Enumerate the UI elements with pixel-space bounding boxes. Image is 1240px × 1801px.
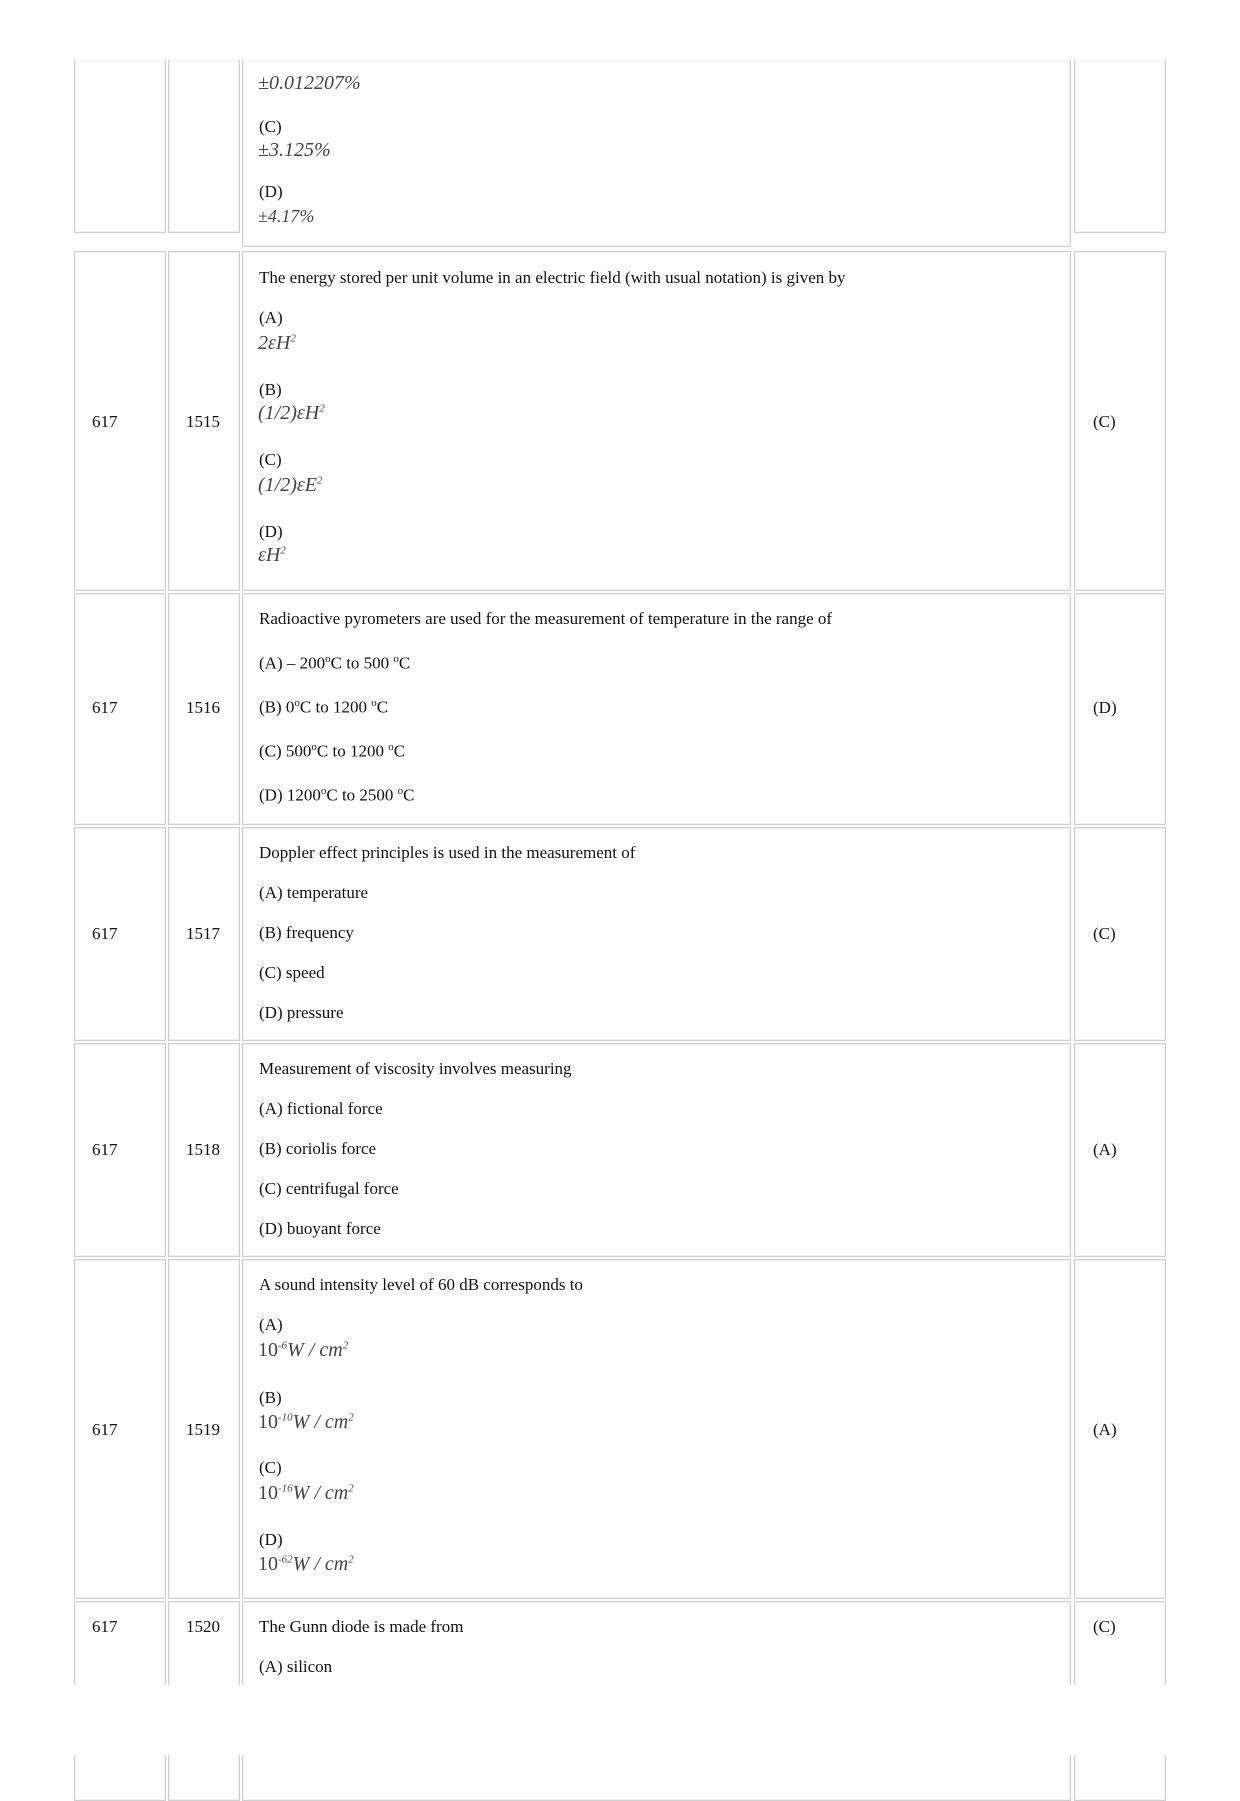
answer-cell	[1074, 593, 1166, 825]
answer-cell	[1074, 827, 1166, 1041]
option-text: (A) temperature	[259, 883, 369, 902]
paper-number: 617	[92, 1140, 118, 1159]
question-number-cell	[168, 1259, 240, 1599]
question-number: 1518	[186, 1140, 220, 1159]
question-text: Radioactive pyrometers are used for the measurement of temperature in the range of	[259, 609, 833, 628]
question-number: 1517	[186, 924, 220, 943]
question-number: 1516	[186, 698, 220, 717]
answer-cell	[1074, 1043, 1166, 1257]
question-cell	[242, 251, 1071, 591]
question-text: Doppler effect principles is used in the measurement of	[259, 843, 636, 862]
option-math: $10^{-6}W / cm^2$	[258, 1339, 349, 1361]
paper-number: 617	[92, 698, 118, 717]
option-text: (C) centrifugal force	[259, 1179, 399, 1198]
option-text: (A) silicon	[259, 1657, 333, 1676]
question-cell	[242, 1259, 1071, 1599]
option-math: ±4.17%	[258, 206, 315, 226]
option-math: $(1/2)\varepsilon E^2$	[258, 474, 323, 496]
question-number: 1519	[186, 1420, 220, 1439]
question-number-cell	[168, 593, 240, 825]
option-math: $10^{-16}W / cm^2$	[258, 1482, 354, 1504]
option-text: (D) buoyant force	[259, 1219, 381, 1238]
paper-cell	[74, 593, 166, 825]
option-math: $10^{-62}W / cm^2$	[258, 1553, 354, 1575]
option-text: (C) speed	[259, 963, 325, 982]
option-text: (B) 0$^o$C to 1200 $^o$C	[259, 697, 389, 717]
question-cell	[242, 1043, 1071, 1257]
paper-number: 617	[92, 412, 118, 431]
option-label: (D)	[259, 182, 283, 201]
option-label: (A)	[259, 1315, 283, 1334]
option-label: (C)	[259, 450, 282, 469]
answer-value: (D)	[1093, 698, 1117, 717]
question-text: The Gunn diode is made from	[259, 1617, 464, 1636]
option-text: (A) fictional force	[259, 1099, 383, 1118]
answer-value: (C)	[1093, 412, 1116, 431]
option-text: (D) pressure	[259, 1003, 344, 1022]
answer-value: (A)	[1093, 1420, 1117, 1439]
option-label: (D)	[259, 1530, 283, 1549]
option-label: (B)	[259, 1388, 282, 1407]
option-text: (B) coriolis force	[259, 1139, 377, 1158]
question-cell	[242, 593, 1071, 825]
option-math: $10^{-10}W / cm^2$	[258, 1411, 354, 1433]
option-label: (C)	[259, 117, 282, 136]
option-math: $2\varepsilon H^2$	[258, 332, 296, 354]
option-label: (D)	[259, 522, 283, 541]
option-label: (C)	[259, 1458, 282, 1477]
paper-cell	[74, 827, 166, 1041]
paper-number: 617	[92, 924, 118, 943]
answer-cell	[1074, 60, 1166, 233]
option-text: (D) 1200$^o$C to 2500 $^o$C	[259, 785, 415, 805]
question-cell	[242, 60, 1071, 247]
option-text: (B) frequency	[259, 923, 354, 942]
option-math: ±3.125%	[258, 139, 331, 161]
paper-cell	[74, 60, 166, 233]
option-math: $(1/2)\varepsilon H^2$	[258, 402, 325, 424]
paper-cell	[74, 1259, 166, 1599]
question-number: 1520	[186, 1617, 220, 1636]
page-bottom-margin	[0, 1685, 1240, 1755]
option-text: (A) – 200$^o$C to 500 $^o$C	[259, 653, 411, 673]
question-cell	[242, 827, 1071, 1041]
paper-cell	[74, 1043, 166, 1257]
answer-value: (C)	[1093, 1617, 1116, 1636]
question-text: Measurement of viscosity involves measuring	[259, 1059, 572, 1078]
option-math: ±0.012207%	[258, 72, 361, 94]
option-label: (A)	[259, 308, 283, 327]
option-text: (C) 500$^o$C to 1200 $^o$C	[259, 741, 406, 761]
paper-number: 617	[92, 1617, 118, 1636]
answer-value: (A)	[1093, 1140, 1117, 1159]
paper-cell	[74, 251, 166, 591]
answer-cell	[1074, 251, 1166, 591]
question-text: A sound intensity level of 60 dB corresponds to	[259, 1275, 583, 1294]
question-number-cell	[168, 251, 240, 591]
option-label: (B)	[259, 380, 282, 399]
question-number-cell	[168, 60, 240, 233]
question-number: 1515	[186, 412, 220, 431]
answer-value: (C)	[1093, 924, 1116, 943]
paper-number: 617	[92, 1420, 118, 1439]
question-text: The energy stored per unit volume in an electric field (with usual notation) is given by	[259, 268, 846, 287]
question-number-cell	[168, 1043, 240, 1257]
answer-cell	[1074, 1259, 1166, 1599]
option-math: $\varepsilon H^2$	[258, 544, 286, 566]
question-number-cell	[168, 827, 240, 1041]
